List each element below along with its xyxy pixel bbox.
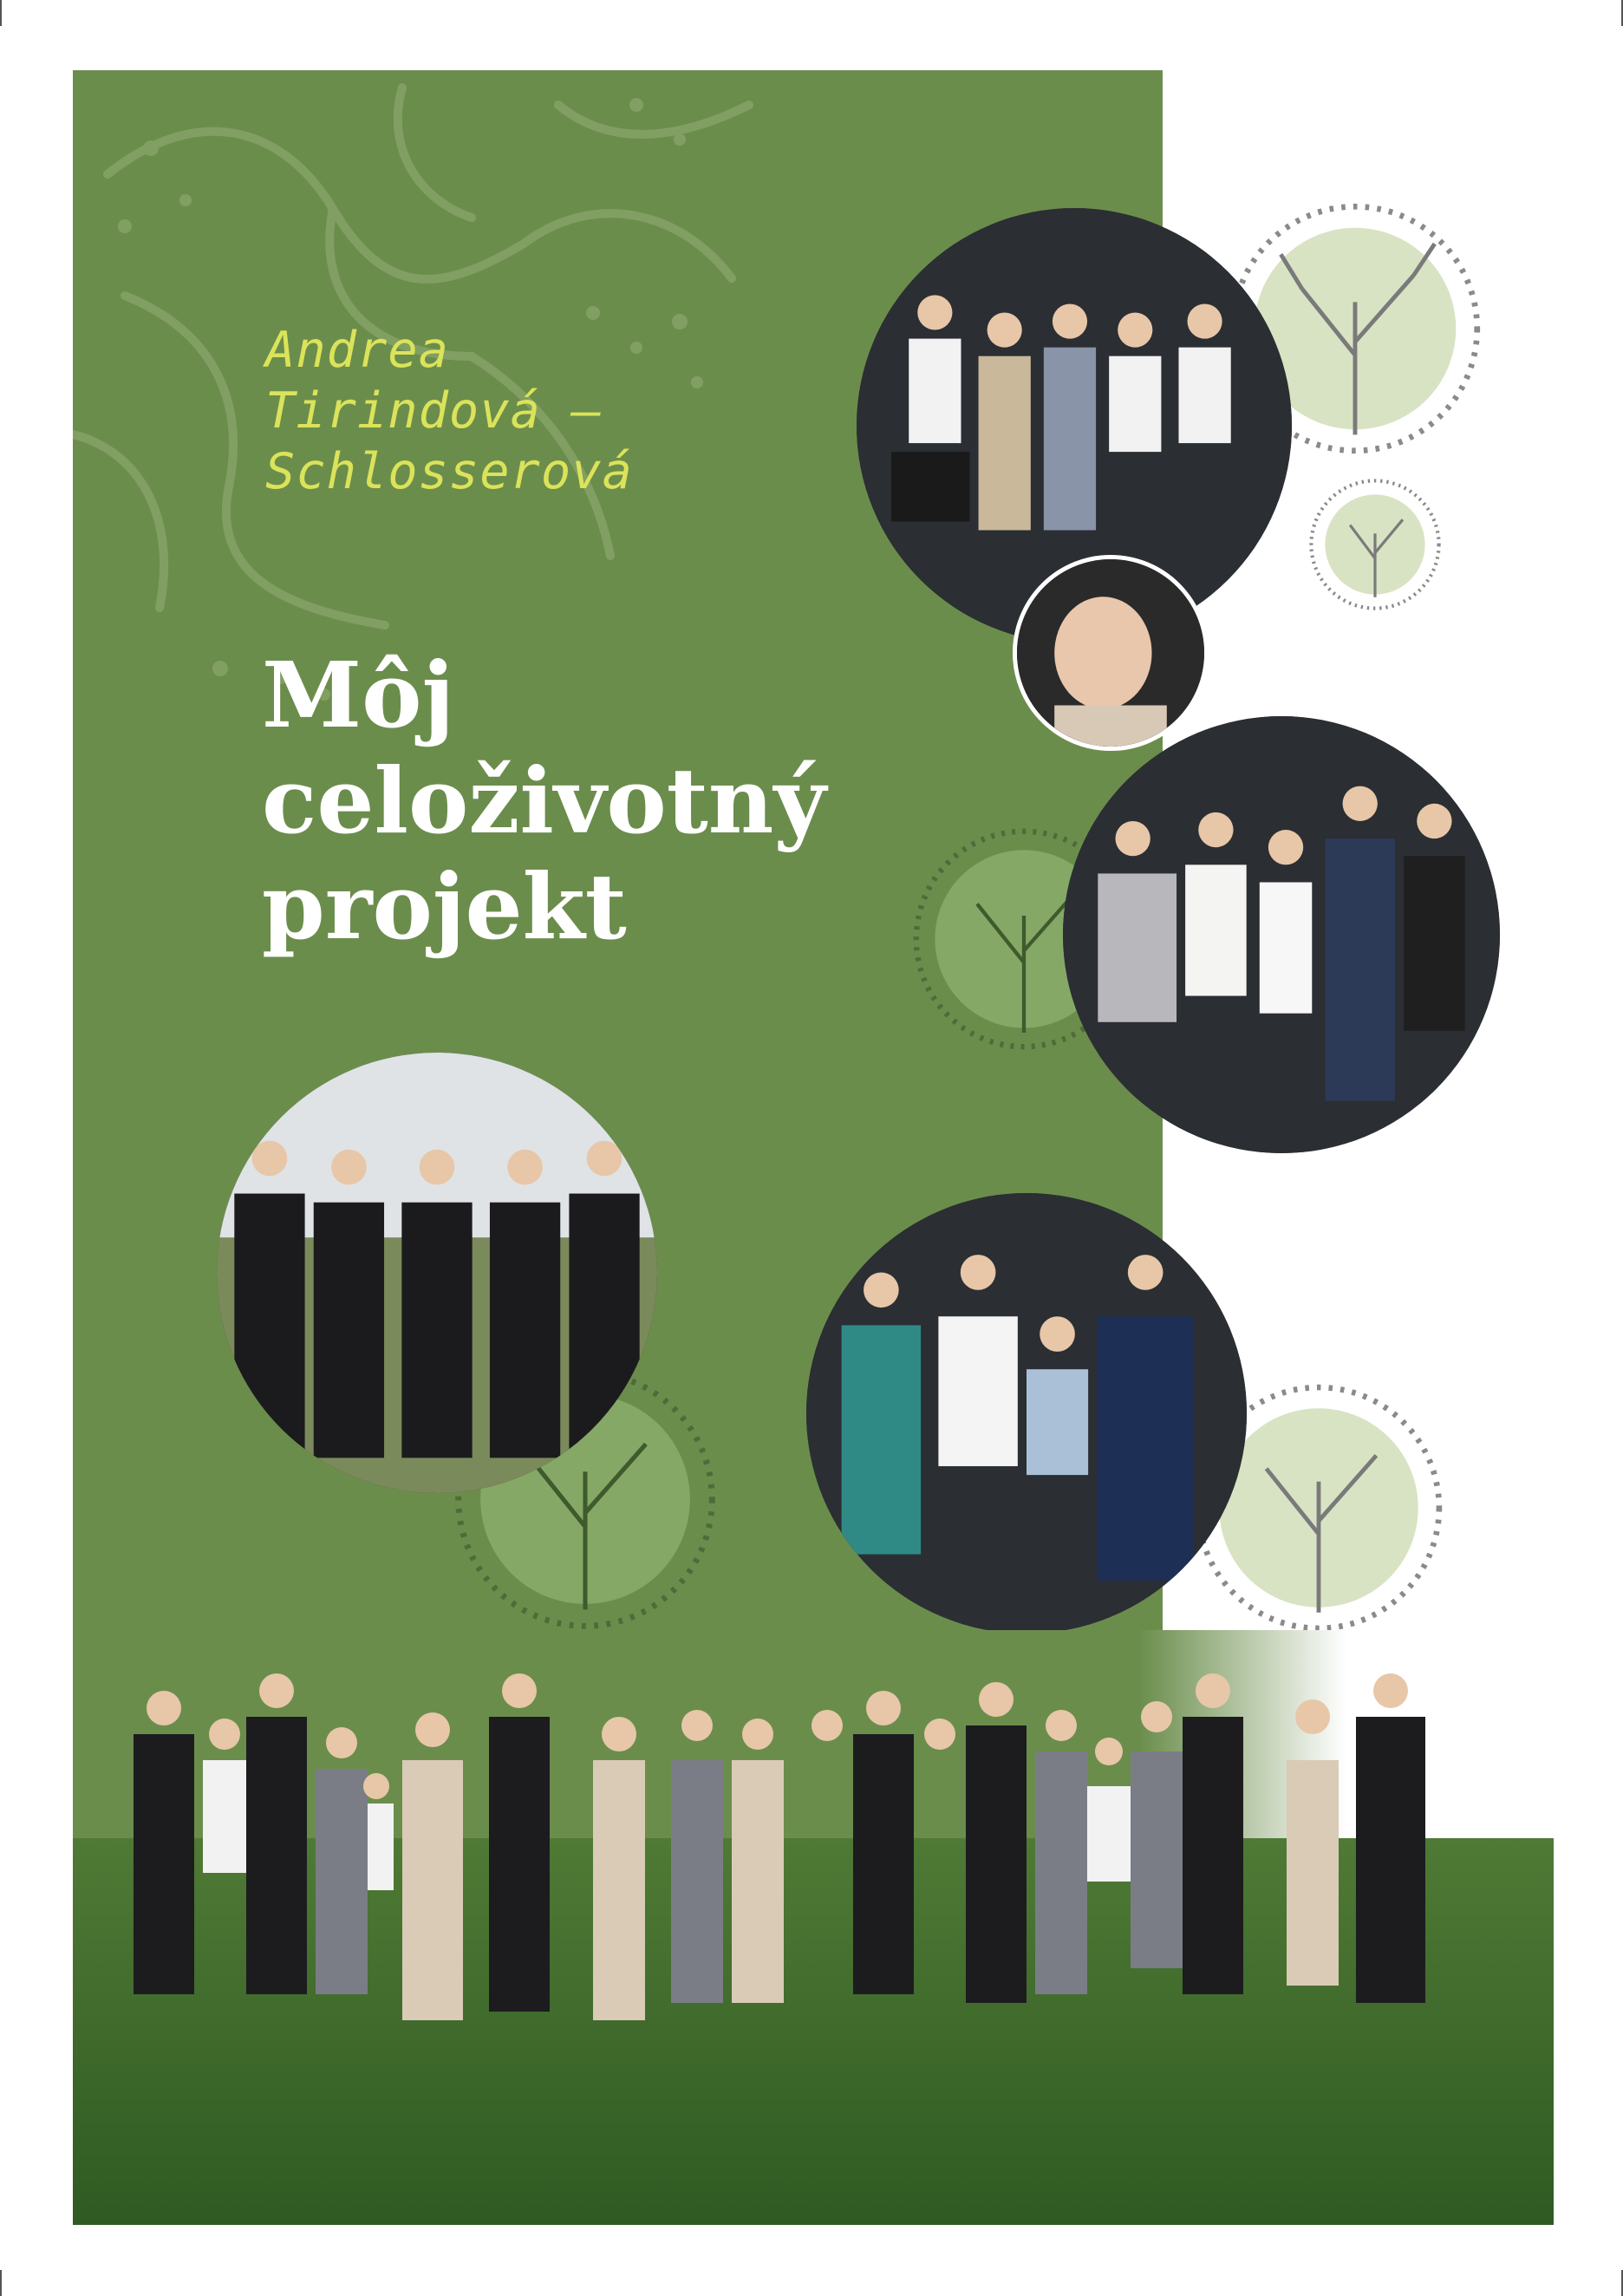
crop-mark-top-left — [0, 0, 2, 26]
author-line-2: Tirindová – — [265, 382, 603, 440]
book-title — [262, 642, 826, 960]
author-name — [265, 320, 633, 502]
baby-photo — [1013, 555, 1209, 751]
crop-mark-bottom-left — [0, 2270, 2, 2296]
large-group-photo — [73, 1630, 1554, 2225]
author-line-1: Andrea — [265, 322, 449, 379]
family-photo-4 — [806, 1193, 1247, 1634]
family-photo-3 — [217, 1053, 657, 1493]
title-line-2: celoživotný — [262, 747, 826, 854]
title-line-3: projekt — [262, 853, 627, 960]
title-line-1: Môj — [262, 642, 455, 748]
family-photo-2 — [1063, 716, 1500, 1153]
tree-circle-decoration-2 — [1306, 475, 1444, 614]
author-line-3: Schlosserová — [265, 443, 633, 500]
